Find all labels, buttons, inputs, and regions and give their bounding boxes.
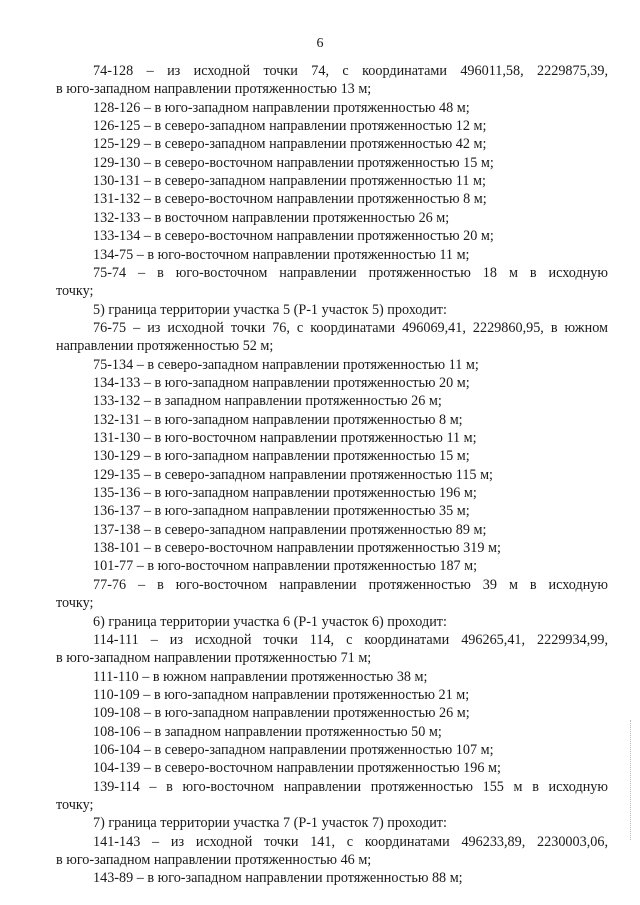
text-line: 128-126 – в юго-западном направлении протяженностью 48 м; — [93, 99, 470, 116]
text-line: 7) граница территории участка 7 (Р-1 участок 7) проходит: — [93, 815, 447, 832]
text-line: 74-128 – из исходной точки 74, с координатами 496011,58, 2229875,39, — [93, 63, 608, 79]
text-line: 135-136 – в юго-западном направлении протяженностью 196 м; — [93, 485, 477, 502]
text-line: 131-132 – в северо-восточном направлении протяженностью 8 м; — [93, 191, 487, 208]
text-line: 133-132 – в западном направлении протяженностью 26 м; — [93, 393, 442, 410]
text-line: 136-137 – в юго-западном направлении протяженностью 35 м; — [93, 503, 470, 520]
text-line: в юго-западном направлении протяженностью 46 м; — [56, 852, 372, 869]
text-line: 6) граница территории участка 6 (Р-1 участок 6) проходит: — [93, 613, 447, 630]
text-line: 110-109 – в юго-западном направлении протяженностью 21 м; — [93, 686, 470, 703]
text-line: 106-104 – в северо-западном направлении протяженностью 107 м; — [93, 741, 494, 758]
text-line: 125-129 – в северо-западном направлении протяженностью 42 м; — [93, 136, 487, 153]
text-line: 109-108 – в юго-западном направлении протяженностью 26 м; — [93, 705, 470, 722]
text-line: 133-134 – в северо-восточном направлении протяженностью 20 м; — [93, 228, 494, 245]
text-line: в юго-западном направлении протяженностью 13 м; — [56, 81, 372, 98]
text-line: 5) граница территории участка 5 (Р-1 участок 5) проходит: — [93, 301, 447, 318]
text-line: 134-75 – в юго-восточном направлении протяженностью 11 м; — [93, 246, 470, 263]
text-line: 131-130 – в юго-восточном направлении протяженностью 11 м; — [93, 430, 477, 446]
text-line: точку; — [56, 283, 94, 300]
text-line: 101-77 – в юго-восточном направлении протяженностью 187 м; — [93, 558, 478, 575]
text-line: 108-106 – в западном направлении протяженностью 50 м; — [93, 723, 442, 740]
scan-margin-mark — [630, 720, 635, 840]
text-line: точку; — [56, 797, 94, 813]
text-line: 104-139 – в северо-восточном направлении протяженностью 196 м; — [93, 760, 501, 777]
text-line: направлении протяженностью 52 м; — [56, 338, 274, 355]
text-line: 75-134 – в северо-западном направлении протяженностью 11 м; — [93, 356, 479, 373]
text-line: точку; — [56, 595, 94, 612]
text-line: 139-114 – в юго-восточном направлении протяженностью 155 м в исходную — [93, 778, 608, 795]
text-line: 114-111 – из исходной точки 114, с координатами 496265,41, 2229934,99, — [93, 631, 608, 648]
text-line: 132-131 – в юго-западном направлении протяженностью 8 м; — [93, 411, 463, 428]
text-line: 143-89 – в юго-западном направлении протяженностью 88 м; — [93, 870, 463, 887]
text-line: 126-125 – в северо-западном направлении протяженностью 12 м; — [93, 118, 487, 135]
text-line: 111-110 – в южном направлении протяженностью 38 м; — [93, 668, 428, 685]
text-line: 130-131 – в северо-западном направлении протяженностью 11 м; — [93, 173, 486, 190]
text-line: 132-133 – в восточном направлении протяженностью 26 м; — [93, 209, 450, 226]
page-number: 6 — [316, 36, 324, 51]
text-line: 141-143 – из исходной точки 141, с координатами 496233,89, 2230003,06, — [93, 833, 608, 850]
text-line: 134-133 – в юго-западном направлении протяженностью 20 м; — [93, 374, 470, 391]
text-line: 76-75 – из исходной точки 76, с координатами 496069,41, 2229860,95, в южном — [93, 319, 608, 336]
text-line: 77-76 – в юго-восточном направлении протяженностью 39 м в исходную — [93, 576, 608, 593]
text-line: в юго-западном направлении протяженностью 71 м; — [56, 650, 372, 667]
text-line: 138-101 – в северо-восточном направлении протяженностью 319 м; — [93, 540, 501, 557]
text-line: 130-129 – в юго-западном направлении протяженностью 15 м; — [93, 448, 470, 465]
text-line: 137-138 – в северо-западном направлении протяженностью 89 м; — [93, 521, 487, 538]
text-line: 129-135 – в северо-западном направлении протяженностью 115 м; — [93, 466, 493, 483]
text-line: 129-130 – в северо-восточном направлении протяженностью 15 м; — [93, 154, 494, 171]
text-line: 75-74 – в юго-восточном направлении протяженностью 18 м в исходную — [93, 264, 608, 281]
